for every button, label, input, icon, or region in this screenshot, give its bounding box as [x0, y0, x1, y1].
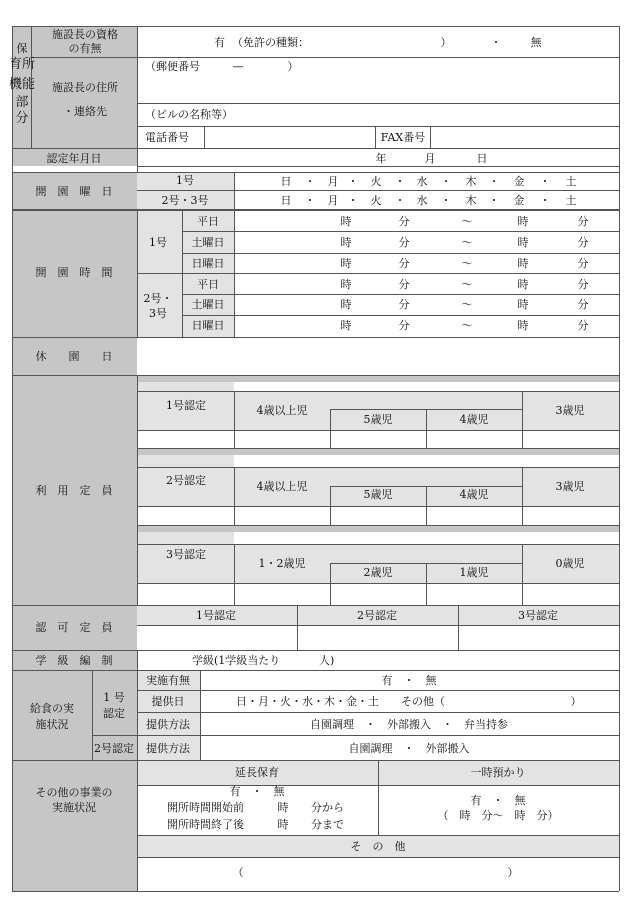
h-rule [31, 57, 619, 58]
v-rule [430, 126, 431, 148]
meal-g1-a: 1 号 [103, 690, 125, 704]
v-rule [426, 409, 427, 448]
meal-method-v1: 自園調理 ・ 外部搬入 ・ 弁当持参 [310, 717, 508, 731]
day-1-11: ・ [539, 174, 551, 188]
hours-cell: ～ [461, 318, 473, 332]
ext-from: 分から [311, 800, 344, 814]
hours-row-label: 土曜日 [191, 297, 225, 311]
h-rule [330, 563, 522, 564]
meal-g2: 2号認定 [94, 741, 134, 755]
hours-row-label: 土曜日 [191, 235, 225, 249]
postal-close: ） [287, 59, 299, 73]
misc-close: ） [507, 865, 519, 879]
day-2-11: ・ [539, 193, 551, 207]
hours-cell: 分 [577, 256, 589, 270]
auth-head-2: 2号認定 [357, 608, 397, 622]
hours-cell: 分 [398, 277, 410, 291]
date-label: 認定年月日 [46, 151, 102, 165]
hours-cell: 分 [398, 318, 410, 332]
h-rule [330, 486, 522, 487]
hours-cell: ～ [461, 297, 473, 311]
h-rule [12, 605, 619, 606]
meal-impl-value: 有 ・ 無 [381, 673, 437, 687]
cap-top-head: 1・2歳児 [258, 556, 306, 570]
day-1-1: ・ [304, 174, 316, 188]
cls-text: 学級(1学級当たり [192, 653, 281, 667]
other-label-2: 実施状況 [52, 800, 96, 814]
cap-sub-b: 1歳児 [459, 565, 489, 579]
v-rule [378, 760, 379, 835]
ext-to: 分まで [311, 817, 344, 831]
fax-label: FAX番号 [380, 130, 426, 144]
cap-sub-b: 4歳児 [459, 412, 489, 426]
hours-cell: 時 [517, 318, 529, 332]
hours-cell: 分 [577, 277, 589, 291]
day-1-0: 日 [280, 174, 292, 188]
hours-row-label: 日曜日 [191, 318, 225, 332]
cap-title: 2号認定 [166, 473, 206, 487]
days-row-1: 1号 [176, 173, 194, 187]
qual-none: 無 [530, 35, 542, 49]
hours-cell: 時 [340, 214, 352, 228]
hours-cell: 分 [577, 235, 589, 249]
addr-label-2: ・連絡先 [63, 104, 107, 118]
hours-cell: 分 [398, 235, 410, 249]
ext-head: 延長保育 [235, 765, 279, 779]
ext-h-1: 時 [277, 800, 289, 814]
v-rule [200, 670, 201, 760]
date-day: 日 [476, 151, 488, 165]
hours-cell: 時 [340, 277, 352, 291]
meal-label-2: 施状況 [35, 717, 69, 731]
h-rule [12, 760, 619, 761]
day-2-3: ・ [347, 193, 359, 207]
day-1-2: 月 [327, 174, 339, 188]
h-rule [12, 650, 619, 651]
v-rule [92, 670, 93, 760]
cap-g2-band [137, 448, 619, 455]
hours-cell: ～ [461, 256, 473, 270]
cap-sub-b: 4歳児 [459, 487, 489, 501]
v-rule [522, 391, 523, 448]
hours-cell: 時 [340, 297, 352, 311]
addr-label-1: 施設長の住所 [52, 80, 118, 94]
hours-cell: 分 [577, 297, 589, 311]
day-1-8: 木 [465, 174, 477, 188]
qual-value: 有 （免許の種類： [214, 35, 309, 49]
day-2-12: 土 [565, 193, 577, 207]
cap-sub-a: 2歳児 [363, 565, 393, 579]
v-rule [458, 605, 459, 650]
other-label-1: その他の事業の [35, 785, 113, 799]
qual-label-1: 施設長の資格 [52, 27, 118, 41]
day-2-9: ・ [488, 193, 500, 207]
h-rule [137, 448, 619, 449]
h-rule [137, 391, 619, 392]
day-1-7: ・ [440, 174, 452, 188]
hours-row-label: 日曜日 [191, 256, 225, 270]
hours-cell: 時 [340, 235, 352, 249]
side-char-1: 保 [16, 41, 28, 55]
h-rule [137, 835, 619, 836]
side-char-4: 部 [15, 94, 29, 110]
v-rule [375, 126, 376, 148]
h-rule [182, 231, 619, 232]
day-1-6: 水 [416, 174, 428, 188]
day-2-8: 木 [465, 193, 477, 207]
v-rule [204, 126, 205, 148]
h-rule [137, 583, 619, 584]
tel-label: 電話番号 [145, 130, 189, 144]
hours-cell: 分 [577, 318, 589, 332]
hours-group-1: 1号 [149, 235, 167, 249]
h-rule [137, 273, 619, 274]
meal-method-v2: 自園調理 ・ 外部搬入 [348, 741, 470, 755]
h-rule [182, 315, 619, 316]
cls-label: 学 級 編 制 [35, 653, 113, 667]
ext-line-2: 開所時間終了後 [167, 817, 244, 831]
h-rule [182, 294, 619, 295]
day-2-1: ・ [304, 193, 316, 207]
v-rule [137, 26, 138, 172]
misc-open: （ [232, 865, 244, 879]
day-1-12: 土 [565, 174, 577, 188]
h-rule [137, 467, 619, 468]
hours-cell: 時 [517, 297, 529, 311]
cap-sub-a: 5歳児 [363, 487, 393, 501]
day-2-7: ・ [440, 193, 452, 207]
h-rule [137, 506, 619, 507]
day-1-4: 火 [370, 174, 382, 188]
h-rule [137, 625, 619, 626]
day-2-5: ・ [394, 193, 406, 207]
cls-unit: 人) [319, 653, 335, 667]
day-1-3: ・ [347, 174, 359, 188]
date-border [12, 148, 619, 149]
v-rule [137, 650, 138, 891]
hours-cell: 分 [398, 256, 410, 270]
v-rule [234, 544, 235, 605]
h-rule [137, 103, 619, 104]
v-rule [137, 375, 138, 605]
hours-cell: 分 [398, 297, 410, 311]
temp-time: （ 時 分～ 時 分） [437, 808, 559, 822]
meal-day-value: 日・月・火・水・木・金・土 その他（ [236, 694, 445, 708]
side-char-2: 育所 [8, 56, 36, 72]
temp-head: 一時預かり [470, 765, 526, 779]
h-rule [137, 785, 619, 786]
hours-cell: ～ [461, 214, 473, 228]
h-rule [12, 337, 619, 338]
hours-cell: 時 [517, 214, 529, 228]
auth-head-1: 1号認定 [196, 608, 236, 622]
h-rule [12, 891, 619, 892]
v-rule [522, 467, 523, 525]
v-rule [12, 26, 13, 891]
v-rule [522, 544, 523, 605]
hours-cell: 時 [517, 256, 529, 270]
hours-cell: 時 [340, 318, 352, 332]
hours-cell: 時 [340, 256, 352, 270]
cap-sub-c: 0歳児 [555, 556, 585, 570]
h-rule [330, 409, 522, 410]
ext-value: 有 ・ 無 [229, 784, 285, 798]
meal-method-label-2: 提供方法 [146, 741, 190, 755]
meal-day-label: 提供日 [151, 694, 185, 708]
cap-top-head: 4歳以上児 [256, 479, 308, 493]
day-2-2: 月 [327, 193, 339, 207]
h-rule [137, 375, 619, 376]
day-2-4: 火 [370, 193, 382, 207]
hours-label: 開 園 時 間 [35, 265, 113, 279]
v-rule [330, 563, 331, 605]
auth-label: 認 可 定 員 [35, 620, 113, 634]
h-rule [137, 544, 619, 545]
meal-label-1: 給食の実 [30, 701, 74, 715]
hours-cell: ～ [461, 277, 473, 291]
side-char-3: 機能 [8, 76, 36, 92]
cap-sub-c: 3歳児 [555, 403, 585, 417]
date-month: 月 [424, 151, 436, 165]
day-1-5: ・ [394, 174, 406, 188]
hours-group-2a: 2号・ [143, 291, 173, 305]
hours-cell: 時 [517, 235, 529, 249]
auth-head-3: 3号認定 [518, 608, 558, 622]
cap-title: 3号認定 [166, 547, 206, 561]
cap-title: 1号認定 [166, 398, 206, 412]
h-rule [137, 166, 619, 167]
cap-top-head: 4歳以上児 [256, 403, 308, 417]
qual-close: ） [440, 35, 452, 49]
v-rule [234, 467, 235, 525]
cap-sub-a: 5歳児 [363, 412, 393, 426]
h-rule [182, 253, 619, 254]
hours-row-label: 平日 [197, 277, 219, 291]
h-rule [12, 172, 619, 173]
hours-row-label: 平日 [197, 214, 219, 228]
meal-day-close: ） [570, 694, 582, 708]
days-label: 開 園 曜 日 [35, 184, 113, 198]
h-rule [137, 690, 619, 691]
cap-g1-band [137, 375, 619, 382]
holiday-label: 休 園 日 [35, 349, 113, 363]
day-2-6: 水 [416, 193, 428, 207]
cap-g3-band [137, 525, 619, 532]
temp-value: 有 ・ 無 [470, 793, 526, 807]
day-2-10: 金 [513, 193, 525, 207]
h-rule [137, 712, 619, 713]
v-rule [330, 409, 331, 448]
h-rule [12, 670, 619, 671]
hours-cell: 分 [577, 214, 589, 228]
h-rule [12, 210, 619, 211]
cap-sub-c: 3歳児 [555, 479, 585, 493]
ext-h-2: 時 [277, 817, 289, 831]
day-2-0: 日 [280, 193, 292, 207]
meal-g1-b: 認定 [103, 706, 125, 720]
meal-impl-label: 実施有無 [146, 673, 190, 687]
v-rule [619, 26, 620, 891]
side-char-5: 分 [15, 110, 29, 126]
day-1-9: ・ [488, 174, 500, 188]
v-rule [234, 172, 235, 209]
h-rule [137, 430, 619, 431]
h-rule [137, 857, 619, 858]
qual-label-2: の有無 [68, 41, 102, 55]
ext-line-1: 開所時間開始前 [167, 800, 244, 814]
other-label-bg [12, 760, 137, 891]
v-rule [426, 563, 427, 605]
days-row-2: 2号・3号 [161, 193, 209, 207]
h-rule [137, 126, 619, 127]
date-year: 年 [375, 151, 387, 165]
hours-cell: 時 [517, 277, 529, 291]
hours-cell: 分 [398, 214, 410, 228]
h-rule [92, 735, 619, 736]
meal-method-label: 提供方法 [146, 717, 190, 731]
h-rule [137, 525, 619, 526]
hours-group-2b: 3号 [149, 306, 167, 320]
misc-head: そ の 他 [350, 839, 406, 853]
qual-dot: ・ [490, 35, 502, 49]
v-rule [297, 605, 298, 650]
day-1-10: 金 [513, 174, 525, 188]
hours-cell: ～ [461, 235, 473, 249]
building-label: （ビルの名称等） [145, 107, 233, 121]
v-rule [234, 391, 235, 448]
cap-label: 利 用 定 員 [35, 483, 113, 497]
postal-dash: — [232, 59, 244, 73]
h-rule [137, 190, 619, 191]
postal-label: （郵便番号 [145, 59, 200, 73]
